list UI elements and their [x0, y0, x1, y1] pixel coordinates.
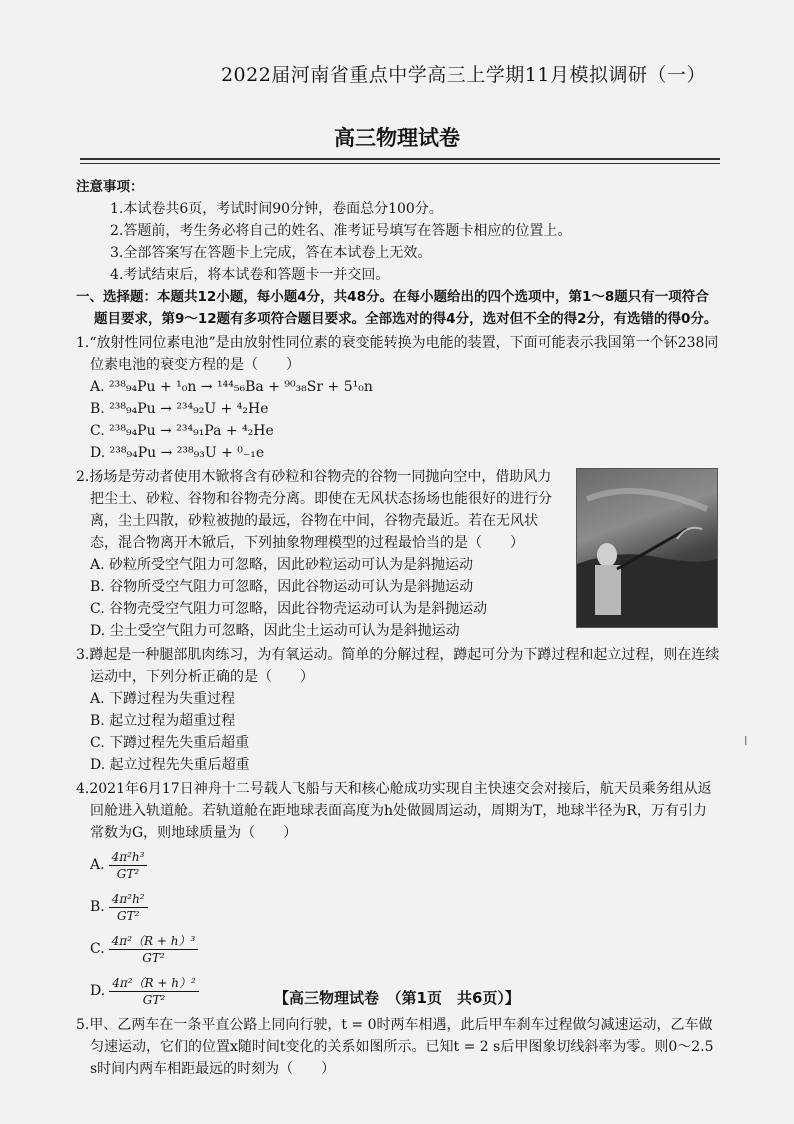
question-1-options: [76, 376, 720, 464]
winnowing-photo: [576, 468, 718, 628]
section-heading: 一、选择题：本题共12小题，每小题4分，共48分。在每小题给出的四个选项中，第1～8题只有一项符合题目要求，第9～12题有多项符合题目要求。全部选对的得4分，选对但不全的得2分，有选错的得0分。: [76, 289, 718, 327]
notice-item: 4.考试结束后，将本试卷和答题卡一并交回。: [110, 267, 390, 283]
option-d: D. 起立过程先失重后超重: [90, 757, 250, 773]
denominator: GT²: [142, 950, 165, 965]
denominator: GT²: [142, 992, 166, 1007]
option-a: [90, 844, 406, 886]
option-c: C. ²³⁸₉₄Pu → ²³⁴₉₁Pa + ⁴₂He: [90, 423, 274, 439]
question-4-stem: 4.2021年6月17日神舟十二号载人飞船与天和核心舱成功实现自主快速交会对接后，航天员乘务组从返回舱进入轨道舱。若轨道舱在距地球表面高度为h处做圆周运动，周期为T，地球半径为R，万有引力常数为G，则地球质量为（ ）: [76, 781, 712, 841]
option-d: D. 尘土受空气阻力可忽略，因此尘土运动可认为是斜抛运动: [90, 623, 460, 639]
question-5-stem: 5.甲、乙两车在一条平直公路上同向行驶，t = 0时两车相遇，此后甲车刹车过程做匀减速运动，乙车做匀速运动，它们的位置x随时间t变化的关系如图所示。已知t = 2 s后甲图象切线斜率为零。则0～2.5 s时间内两车相距最远的时刻为（ ）: [76, 1017, 714, 1077]
question-2: [76, 466, 720, 642]
notice-item: 3.全部答案写在答题卡上完成，答在本试卷上无效。: [110, 245, 432, 261]
option-d: D. ²³⁸₉₄Pu → ²³⁸₉₃U + ⁰₋₁e: [90, 445, 265, 461]
option-b: B. 起立过程为超重过程: [90, 713, 236, 729]
title-rule-thin: [80, 163, 720, 164]
option-label: D.: [90, 983, 106, 999]
page-title: 高三物理试卷: [334, 126, 460, 150]
denominator: GT²: [116, 866, 140, 881]
option-a: A. 下蹲过程为失重过程: [90, 691, 236, 707]
fraction: [109, 891, 148, 924]
numerator: 4π²h²: [109, 891, 148, 908]
notice-item: 1.本试卷共6页，考试时间90分钟，卷面总分100分。: [110, 201, 443, 217]
option-label: B.: [90, 899, 105, 915]
question-3-stem: 3.蹲起是一种腿部肌肉练习，为有氧运动。简单的分解过程，蹲起可分为下蹲过程和起立过程，则在连续运动中，下列分析正确的是（ ）: [76, 647, 720, 685]
title-rule: [80, 158, 720, 160]
notice-title: 注意事项：: [76, 179, 144, 195]
notice-item: 2.答题前，考生务必将自己的姓名、准考证号填写在答题卡相应的位置上。: [110, 223, 572, 239]
page-footer: 【高三物理试卷 （第1页 共6页）】: [274, 989, 520, 1007]
question-2-stem: 2.扬场是劳动者使用木锨将含有砂粒和谷物壳的谷物一同抛向空中，借助风力把尘土、砂粒、谷物和谷物壳分离。即使在无风状态扬场也能很好的进行分离，尘土四散，砂粒被抛的最远，谷物在中间，谷物壳最近。若在无风状态，混合物离开木锨后，下列抽象物理模型的过程最恰当的是（ ）: [76, 469, 552, 551]
option-b: B. 谷物所受空气阻力可忽略，因此谷物运动可认为是斜抛运动: [90, 579, 474, 595]
fraction: [109, 933, 199, 966]
option-a: A. ²³⁸₉₄Pu + ¹₀n → ¹⁴⁴₅₆Ba + ⁹⁰₃₈Sr + 5¹₀n: [90, 379, 373, 395]
option-c: [90, 928, 406, 970]
option-label: C.: [90, 941, 105, 957]
numerator: 4π²（R + h）³: [109, 933, 199, 950]
question-1-stem: 1.“放射性同位素电池”是由放射性同位素的衰变能转换为电能的装置，下面可能表示我国第一个钚238同位素电池的衰变方程的是（ ）: [76, 335, 719, 373]
option-c: C. 下蹲过程先失重后超重: [90, 735, 250, 751]
exam-name: 2022届河南省重点中学高三上学期11月模拟调研（一）: [220, 64, 706, 86]
exam-content: [76, 176, 720, 1080]
option-b: [90, 886, 406, 928]
option-label: A.: [90, 857, 105, 873]
numerator: 4π²h³: [109, 849, 148, 866]
question-3-options: [76, 688, 720, 776]
option-a: A. 砂粒所受空气阻力可忽略，因此砂粒运动可认为是斜抛运动: [90, 557, 474, 573]
numerator: 4π²（R + h）²: [109, 975, 199, 992]
option-c: C. 谷物壳受空气阻力可忽略，因此谷物壳运动可认为是斜抛运动: [90, 601, 488, 617]
margin-mark: ǀ: [744, 734, 748, 748]
denominator: GT²: [116, 908, 140, 923]
option-b: B. ²³⁸₉₄Pu → ²³⁴₉₂U + ⁴₂He: [90, 401, 269, 417]
fraction: [109, 849, 148, 882]
